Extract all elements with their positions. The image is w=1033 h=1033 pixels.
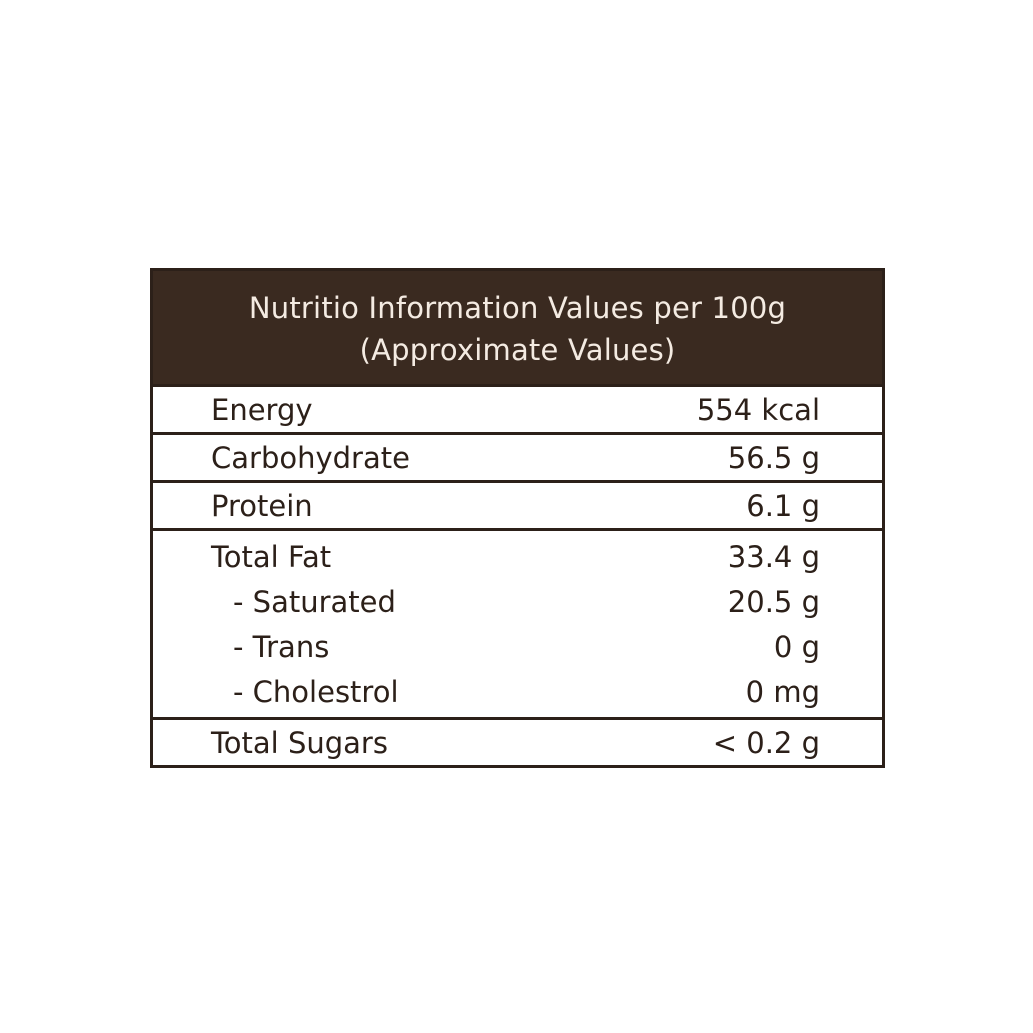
- row-saturated: [153, 579, 882, 624]
- total-sugars-label: Total Sugars: [211, 725, 388, 760]
- total-sugars-value: < 0.2 g: [712, 725, 820, 760]
- row-carbohydrate: [153, 432, 882, 480]
- row-total-fat: [153, 534, 882, 579]
- row-cholestrol: [153, 669, 882, 714]
- row-total-sugars: [153, 717, 882, 765]
- row-fat-group: [153, 528, 882, 717]
- saturated-value: 20.5 g: [727, 584, 820, 619]
- carbohydrate-label: Carbohydrate: [211, 440, 410, 475]
- protein-value: 6.1 g: [746, 488, 820, 523]
- energy-value: 554 kcal: [696, 392, 820, 427]
- row-protein: [153, 480, 882, 528]
- nutrition-table: [150, 268, 885, 768]
- row-energy: [153, 384, 882, 432]
- table-header: [153, 271, 882, 384]
- header-title: Nutritio Information Values per 100g: [248, 290, 787, 325]
- total-fat-label: Total Fat: [211, 539, 332, 574]
- row-trans: [153, 624, 882, 669]
- total-fat-value: 33.4 g: [727, 539, 820, 574]
- cholestrol-label: - Cholestrol: [233, 674, 399, 709]
- carbohydrate-value: 56.5 g: [727, 440, 820, 475]
- trans-value: 0 g: [773, 629, 820, 664]
- saturated-label: - Saturated: [233, 584, 396, 619]
- cholestrol-value: 0 mg: [745, 674, 820, 709]
- trans-label: - Trans: [233, 629, 330, 664]
- protein-label: Protein: [211, 488, 313, 523]
- header-subtitle: (Approximate Values): [359, 332, 676, 367]
- energy-label: Energy: [211, 392, 313, 427]
